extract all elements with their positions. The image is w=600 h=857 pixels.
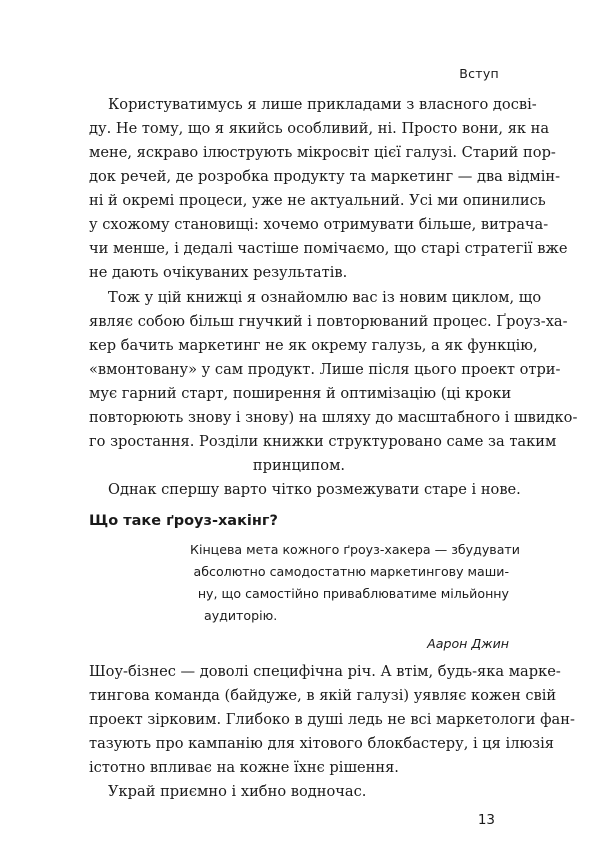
- paragraph-4-line-3: проект зірковим. Глибоко в душі ледь не всі маркетологи фан-: [89, 711, 575, 728]
- paragraph-2-line-6: повторюють знову і знову) на шляху до масштабного і швидко-: [89, 409, 578, 426]
- paragraph-2-line-3: кер бачить маркетинг не як окрему галузь, а як функцію,: [89, 337, 538, 354]
- paragraph-4-line-1: Шоу-бізнес — доволі специфічна річ. А втім, будь-яка марке-: [89, 663, 561, 680]
- paragraph-2-line-1: Тож у цій книжці я ознайомлю вас із новим циклом, що: [108, 289, 542, 306]
- epigraph-line-2: абсолютно самодостатню маркетингову маши-: [193, 564, 509, 579]
- epigraph-author: Аарон Джин: [427, 636, 509, 651]
- page-number: 13: [477, 812, 495, 828]
- paragraph-4-line-4: тазують про кампанію для хітового блокбастеру, і ця ілюзія: [89, 735, 555, 752]
- paragraph-4-line-2: тингова команда (байдуже, в якій галузі) уявляє кожен свій: [89, 687, 557, 704]
- paragraph-1-line-1: Користуватимусь я лише прикладами з власного досві-: [108, 96, 537, 113]
- paragraph-4-line-5: істотно впливає на кожне їхнє рішення.: [89, 759, 399, 776]
- epigraph-line-4: аудиторію.: [204, 608, 278, 623]
- paragraph-1-line-7: чи менше, і дедалі частіше помічаємо, що старі стратегії вже: [89, 240, 568, 257]
- paragraph-1-line-8: не дають очікуваних результатів.: [89, 264, 348, 281]
- paragraph-3: Однак спершу варто чітко розмежувати старе і нове.: [108, 481, 521, 498]
- paragraph-2-line-7: го зростання. Розділи книжки структуровано саме за таким: [89, 433, 557, 450]
- paragraph-2-line-8: принципом.: [252, 457, 346, 474]
- epigraph-line-1: Кінцева мета кожного ґроуз-хакера — збудувати: [190, 542, 520, 557]
- paragraph-2-line-2: являє собою більш гнучкий і повторюваний процес. Ґроуз-ха-: [89, 313, 568, 330]
- section-heading: Що таке ґроуз-хакінг?: [89, 513, 278, 529]
- paragraph-1-line-3: мене, яскраво ілюструють мікросвіт цієї галузі. Старий пор-: [89, 144, 556, 161]
- paragraph-1-line-4: док речей, де розробка продукту та маркетинг — два відмін-: [89, 168, 561, 185]
- paragraph-2-line-4: «вмонтовану» у сам продукт. Лише після цього проект отри-: [89, 361, 561, 378]
- paragraph-2-line-5: мує гарний старт, поширення й оптимізацію (ці кроки: [89, 385, 512, 402]
- paragraph-1-line-5: ні й окремі процеси, уже не актуальний. Усі ми опинились: [89, 192, 546, 209]
- epigraph-line-3: ну, що самостійно приваблюватиме мільйонну: [197, 586, 509, 601]
- paragraph-5: Украй приємно і хибно водночас.: [108, 783, 367, 800]
- running-head: Вступ: [459, 66, 499, 81]
- paragraph-1-line-2: ду. Не тому, що я якийсь особливий, ні. Просто вони, як на: [89, 120, 550, 137]
- paragraph-1-line-6: у схожому становищі: хочемо отримувати більше, витрача-: [89, 216, 549, 233]
